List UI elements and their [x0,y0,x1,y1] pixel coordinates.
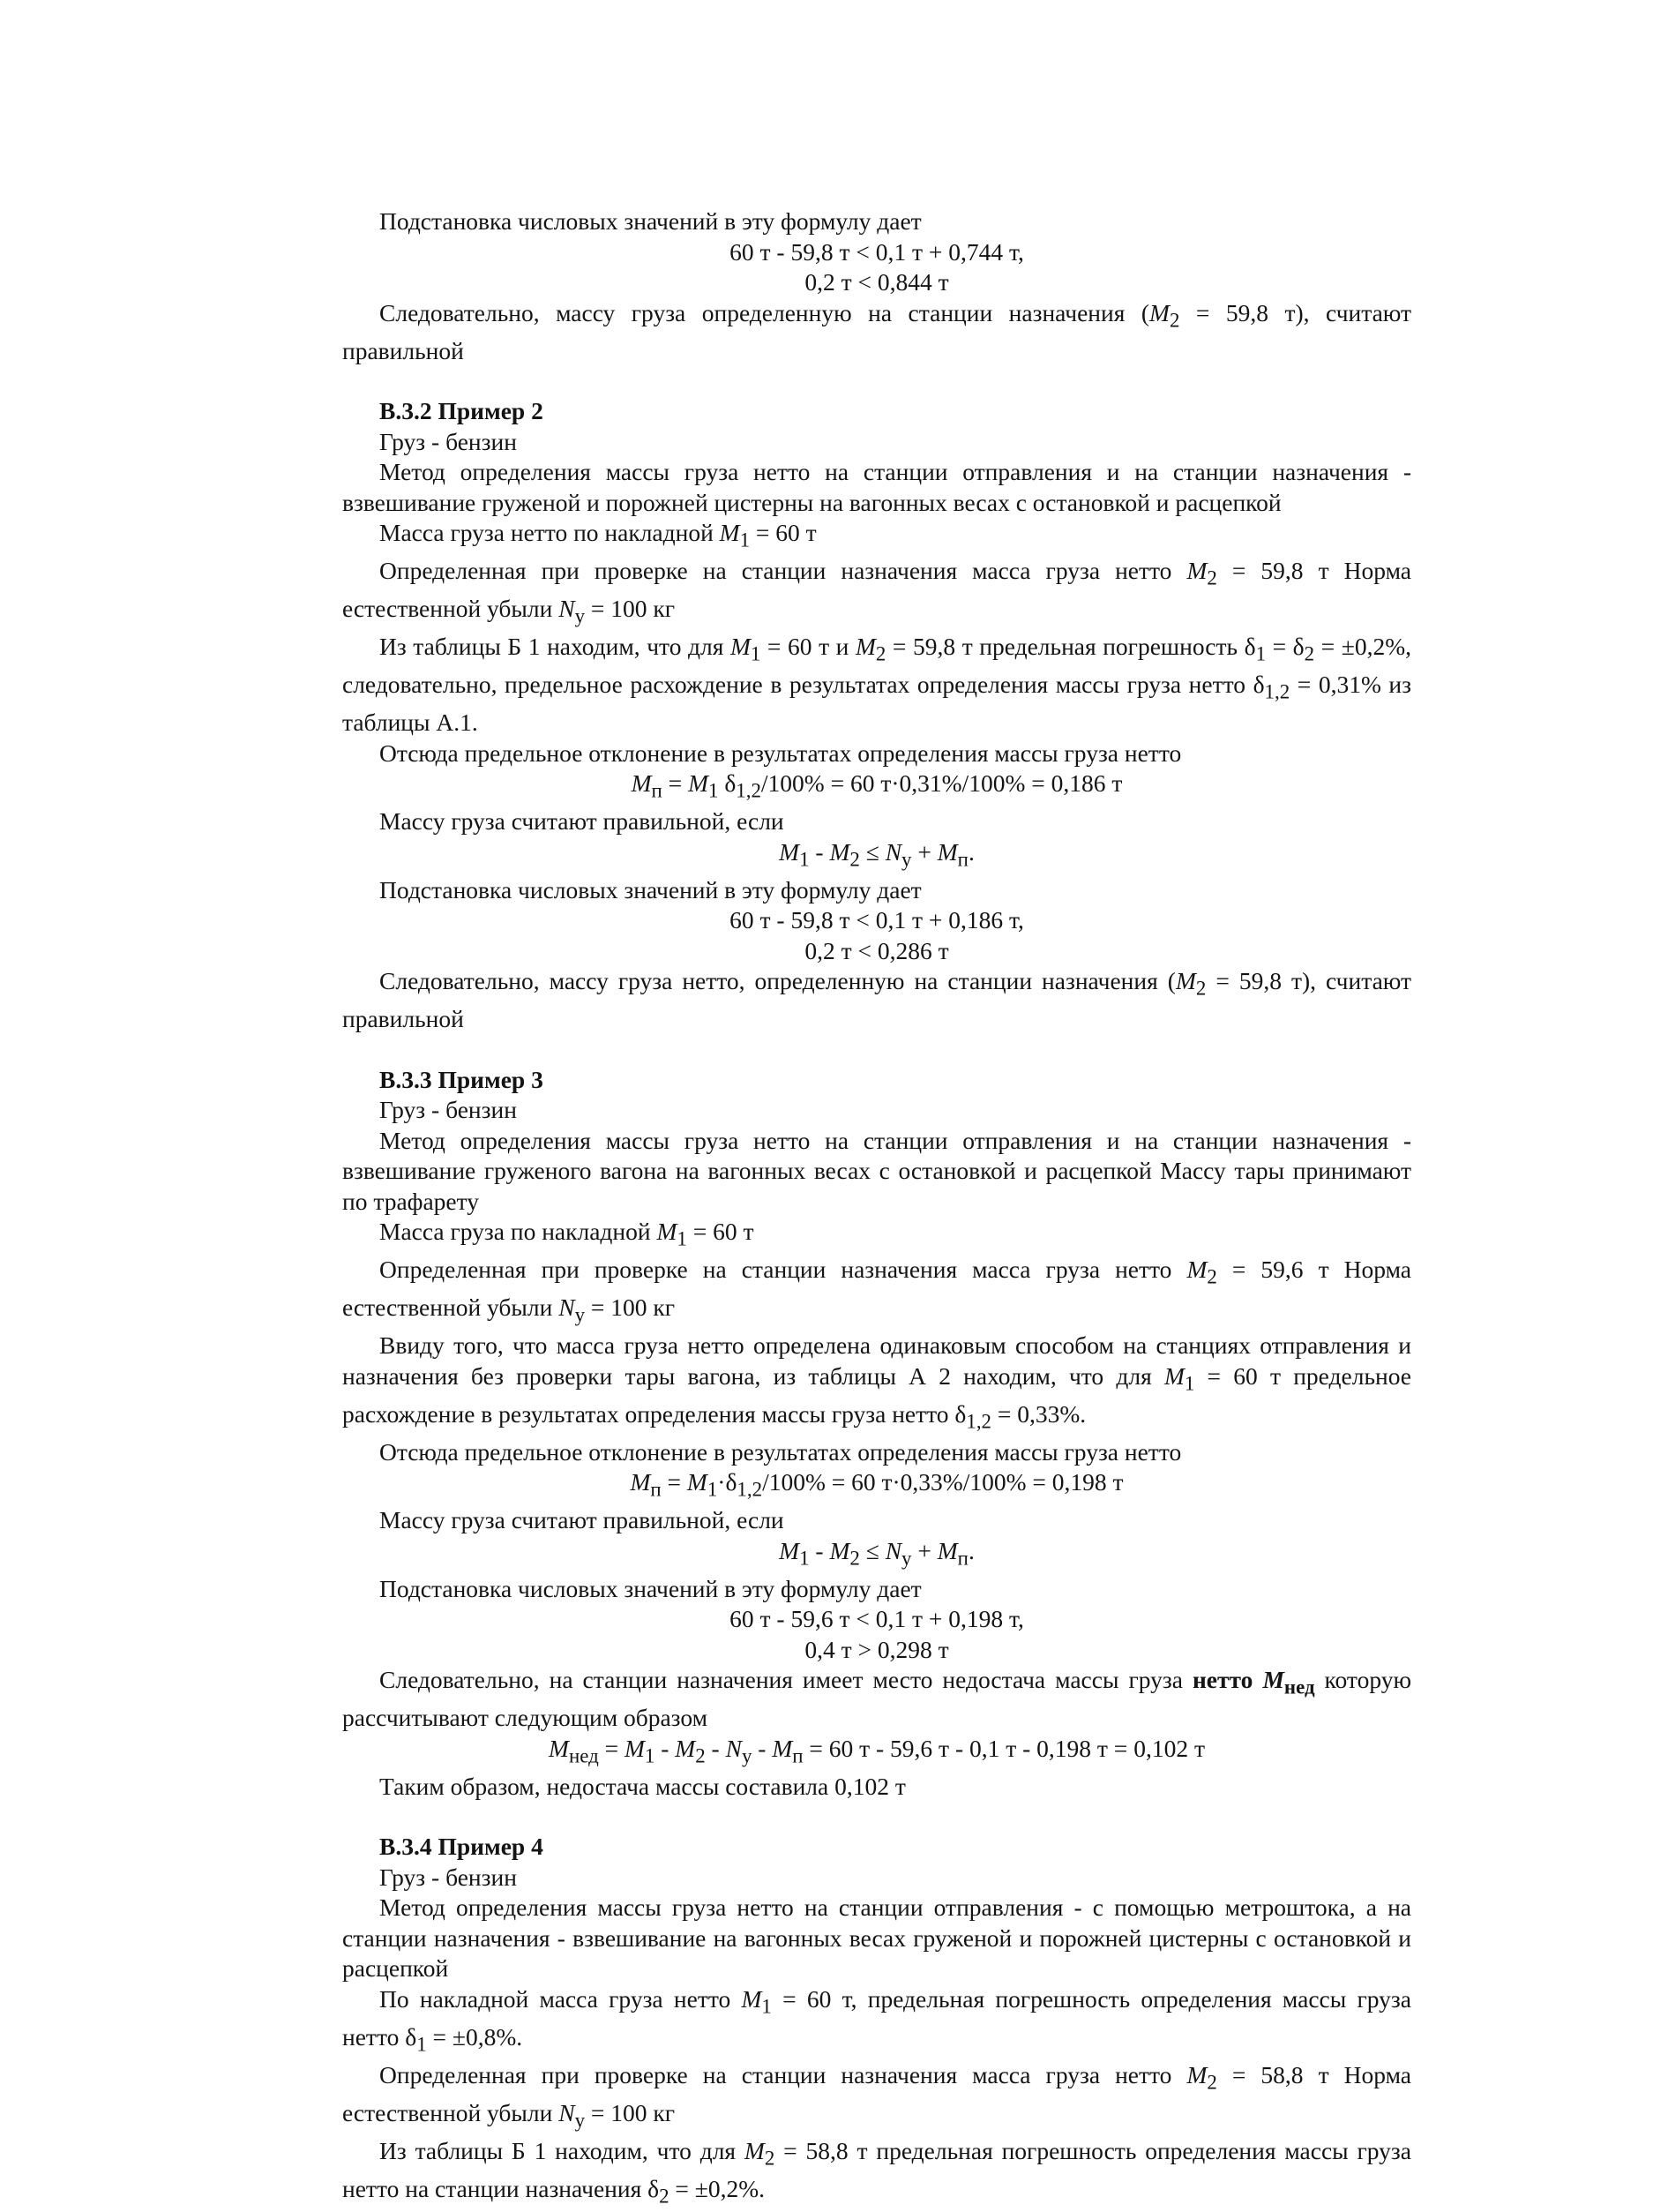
section-gap [342,366,1411,396]
paragraph: Следовательно, массу груза нетто, определенную на станции назначения ($M_2 = 59,8$ т), считают правильной [342,967,1411,1032]
section-gap [342,1035,1411,1065]
paragraph: Подстановка числовых значений в эту формулу дает [379,207,922,235]
document-page [342,206,1411,2212]
paragraph: Следовательно, массу груза определенную на станции назначения ($M_2 = 59,8$ т), считают правильной [342,298,1412,364]
paragraph: Ввиду того, что масса груза нетто определена одинаковым способом на станциях отправления и назначения без проверки тары вагона, из таблицы А 2 находим, что для $M_1 = 60$ т предельное расхождение в результатах определения массы груза нетто $\delta_{1,2} = 0,33\%$. [342,1331,1411,1432]
paragraph: Груз - бензин [379,427,517,455]
paragraph: Подстановка числовых значений в эту формулу дает [379,1574,922,1602]
formula-line: 0,4 т > 0,298 т [804,1635,949,1663]
formula-line: 0,2 т < 0,844 т [804,268,949,296]
paragraph: Следовательно, на станции назначения имеет место недостача массы груза нетто $M_{нед}$ которую рассчитывают следующим образом [342,1666,1411,1731]
paragraph: Отсюда предельное отклонение в результатах определения массы груза нетто [379,1437,1182,1466]
paragraph: Метод определения массы груза нетто на станции отправления и на станции назначения - взвешивание груженого вагона на вагонных весах с остановкой и расцепкой Массу тары принимают по трафарету [342,1126,1411,1215]
section-heading: В.3.4 Пример 4 [379,1833,543,1860]
paragraph: Массу груза считают правильной, если [379,807,784,835]
paragraph: Определенная при проверке на станции назначения масса груза нетто $M_2 = 59,6$ т Норма естественной убыли $N_у = 100$ кг [342,1256,1412,1326]
paragraph: Таким образом, недостача массы составила 0,102 т [379,1772,906,1800]
paragraph: Определенная при проверке на станции назначения масса груза нетто $M_2 = 58,8$ т Норма естественной убыли $N_у = 100$ кг [342,2060,1412,2131]
paragraph: Масса груза нетто по накладной $M_1 = 60$ т [379,519,817,551]
paragraph: Определенная при проверке на станции назначения масса груза нетто $M_2 = 59,8$ т Норма естественной убыли $N_у = 100$ кг [342,557,1412,627]
paragraph: Метод определения массы груза нетто на станции отправления - с помощью метроштока, а на станции назначения - взвешивание на вагонных весах груженой и порожней цистерны с остановкой и расцепкой [342,1893,1411,1982]
paragraph: Из таблицы Б 1 находим, что для $M_1 = 60$ т и $M_2 = 59,8$ т предельная погрешность $\delta_1 = \delta_2 = \pm 0,2\%$, следовательно, предельное расхождение в результатах определения массы груза нетто $\delta_{1,2} = 0,31\%$ из таблицы А.1. [342,633,1412,736]
formula-line: $M_п = M_1$ $\delta_{1,2}/100\% = 60$ т·0,31%/100% = 0,186 т [631,769,1123,802]
paragraph: Груз - бензин [379,1863,517,1891]
section-heading: В.3.3 Пример 3 [379,1065,543,1093]
paragraph: Массу груза считают правильной, если [379,1506,784,1533]
paragraph: Масса груза по накладной $M_1 = 60$ т [379,1218,754,1250]
formula-line: $M_1 - M_2 \le N_у + M_п$. [779,837,975,870]
formula-line: $M_1 - M_2 \le N_у + M_п$. [779,1536,975,1569]
formula-line: 0,2 т < 0,286 т [804,936,949,964]
paragraph: Подстановка числовых значений в эту формулу дает [379,875,922,904]
formula-line: 60 т - 59,6 т < 0,1 т + 0,198 т, [729,1605,1024,1632]
section-gap [342,1802,1411,1832]
paragraph: Метод определения массы груза нетто на станции отправления и на станции назначения - взвешивание груженой и порожней цистерны на вагонных весах с остановкой и расцепкой [342,458,1411,516]
formula-line: $M_п = M_1\cdot\delta_{1,2}/100\% = 60$ т·0,33%/100% = 0,198 т [630,1468,1124,1501]
formula-line: $M_{нед} = M_1 - M_2 - N_у - M_п = 60$ т - 59,6 т - 0,1 т - 0,198 т = 0,102 т [549,1734,1205,1766]
paragraph: По накладной масса груза нетто $M_1 = 60$ т, предельная погрешность определения массы груза нетто $\delta_1 = \pm 0,8\%$. [342,1984,1411,2055]
formula-line: 60 т - 59,8 т < 0,1 т + 0,186 т, [729,906,1024,934]
paragraph: Из таблицы Б 1 находим, что для $M_2 = 58,8$ т предельная погрешность определения массы груза нетто на станции назначения $\delta_2 = \pm 0,2\%$. [342,2136,1411,2207]
paragraph: Груз - бензин [379,1096,517,1123]
formula-line: 60 т - 59,8 т < 0,1 т + 0,744 т, [729,237,1024,266]
section-heading: В.3.2 Пример 2 [379,397,543,424]
paragraph: Отсюда предельное отклонение в результатах определения массы груза нетто [379,739,1182,767]
